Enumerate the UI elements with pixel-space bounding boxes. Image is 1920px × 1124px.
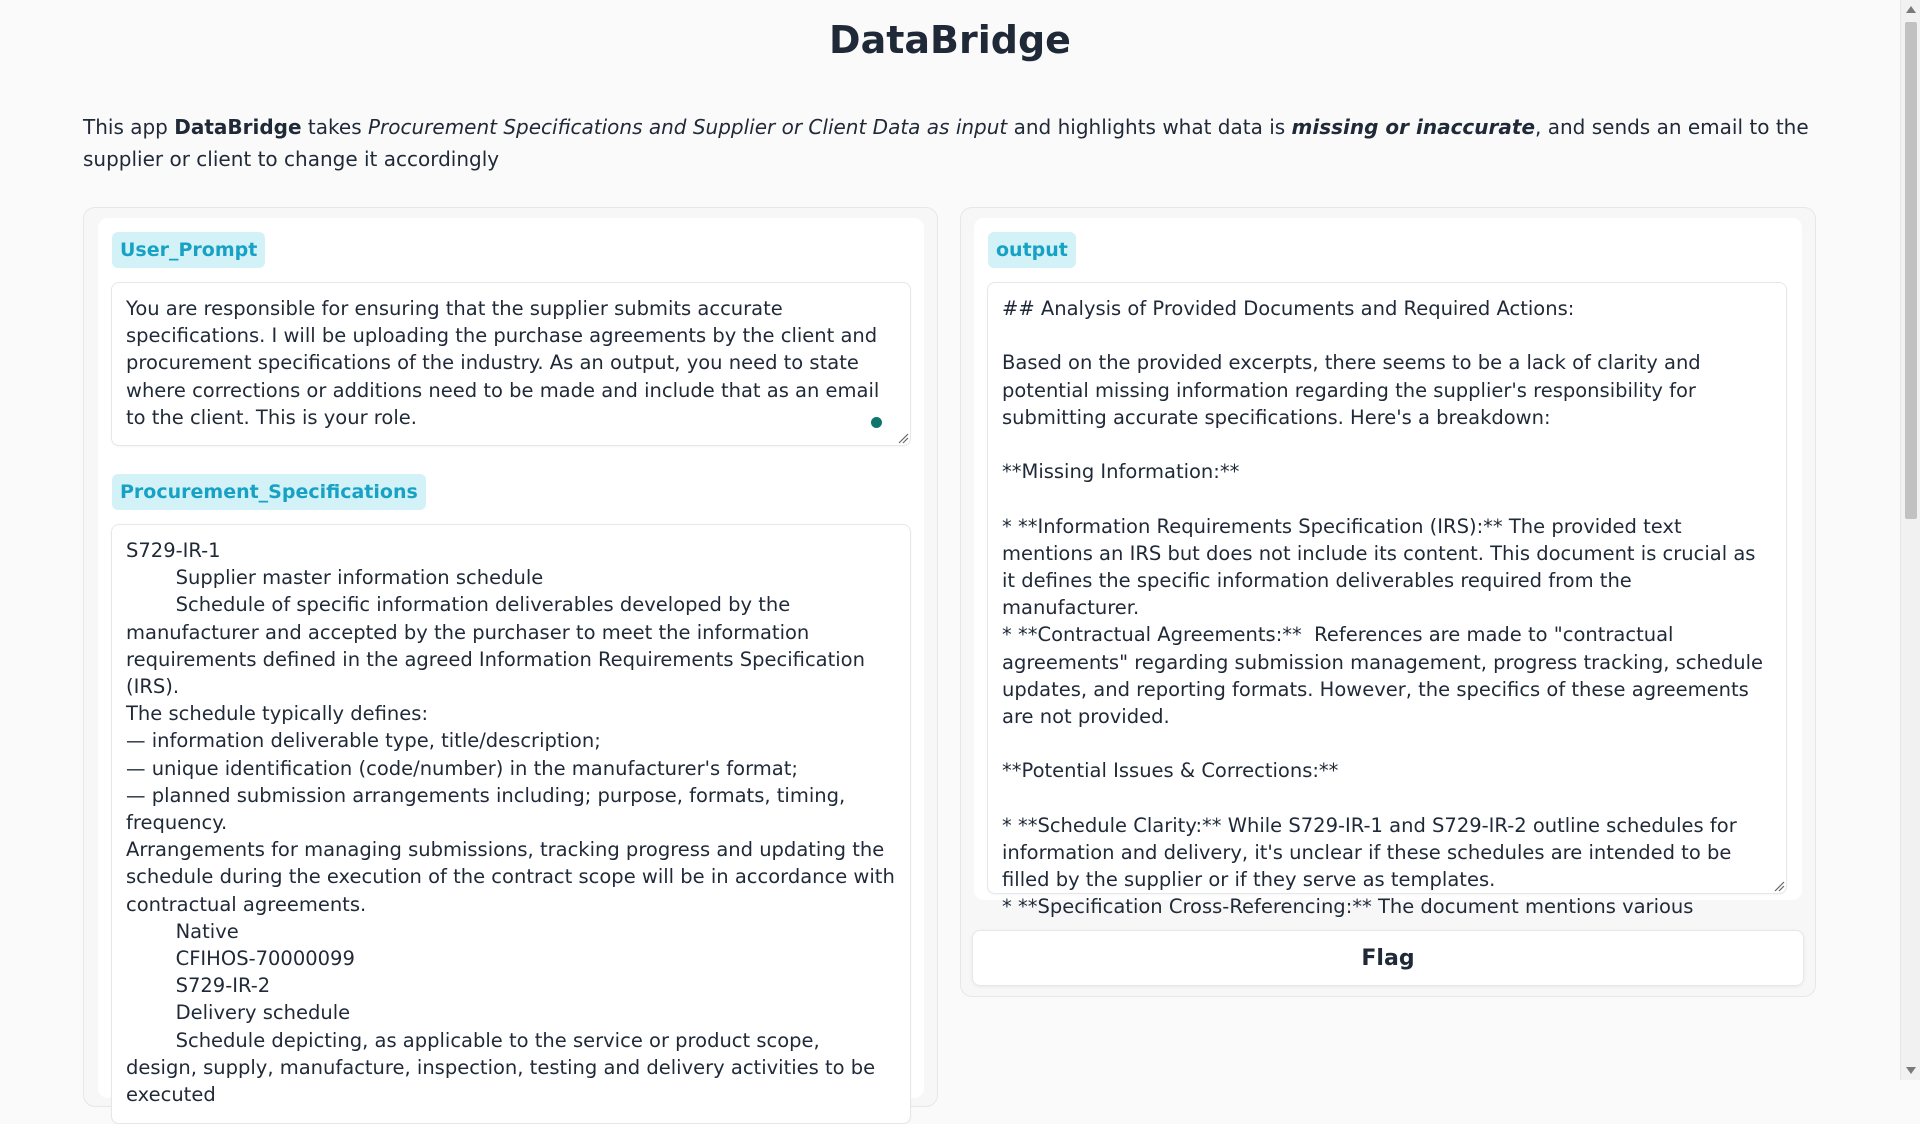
description-part1: This app <box>83 115 175 139</box>
page-scrollbar[interactable] <box>1900 0 1920 1080</box>
input-block <box>98 218 924 1107</box>
output-textarea[interactable]: ## Analysis of Provided Documents and Required Actions: Based on the provided excerpts, there seems to be a lack of clarity and potential missing information regarding the supplier's responsibility for submitting accurate specifications. Here's a breakdown: **Missing Information:** * **Information Requirements Specification (IRS):** The provided text mentions an IRS but does not include its content. This document is crucial as it defines the specific information deliverables required from the manufacturer. * **Contractual Agreements:** References are made to "contractual agreements" regarding submission management, progress tracking, schedule updates, and reporting formats. However, the specifics of these agreements are not provided. **Potential Issues & Corrections:** * **Schedule Clarity:** While S729-IR-1 and S729-IR-2 outline schedules for information and delivery, it's unclear if these schedules are intended to be filled by the supplier or if they serve as templates. * **Specification Cross-Referencing:** The document mentions various <box>987 282 1787 894</box>
output-label: output <box>988 232 1076 268</box>
output-panel <box>960 207 1816 997</box>
scroll-down-icon[interactable] <box>1906 1067 1916 1074</box>
description-part2: takes <box>301 115 368 139</box>
description-emphasis: missing or inaccurate <box>1291 115 1536 139</box>
description-part4: , and sends an email to the supplier or client to change it accordingly <box>83 115 1809 171</box>
description-inputs: Procurement Specifications and Supplier or Client Data as input <box>367 115 1008 139</box>
resize-handle-icon[interactable] <box>1773 880 1785 892</box>
user-prompt-textarea[interactable]: You are responsible for ensuring that the supplier submits accurate specifications. I will be uploading the purchase agreements by the client and procurement specifications of the industry. As an output, you need to state where corrections or additions need to be made and include that as an email to the client. This is your role. <box>111 282 911 446</box>
flag-button[interactable]: Flag <box>972 930 1804 986</box>
app-title: DataBridge <box>829 18 1071 62</box>
user-prompt-label: User_Prompt <box>112 232 265 268</box>
app-description <box>83 111 1813 175</box>
resize-handle-icon[interactable] <box>897 432 909 444</box>
procurement-specifications-label: Procurement_Specifications <box>112 474 426 510</box>
cursor-indicator <box>871 417 882 428</box>
procurement-specifications-textarea[interactable]: S729-IR-1 Supplier master information schedule Schedule of specific information deliverables developed by the manufacturer and accepted by the purchaser to meet the information requirements defined in the agreed Information Requirements Specification (IRS). The schedule typically defines: — information deliverable type, title/description; — unique identification (code/number) in the manufacturer's format; — planned submission arrangements including; purpose, formats, timing, frequency. Arrangements for managing submissions, tracking progress and updating the schedule during the execution of the contract scope will be in accordance with contractual agreements. Native CFIHOS-70000099 S729-IR-2 Delivery schedule Schedule depicting, as applicable to the service or product scope, design, supply, manufacture, inspection, testing and delivery activities to be executed <box>111 524 911 1124</box>
scroll-thumb[interactable] <box>1905 22 1917 519</box>
description-app-name: DataBridge <box>174 115 302 139</box>
input-panel <box>83 207 938 1107</box>
description-part3: and highlights what data is <box>1007 115 1292 139</box>
output-block <box>974 218 1802 919</box>
scroll-up-icon[interactable] <box>1906 6 1916 13</box>
